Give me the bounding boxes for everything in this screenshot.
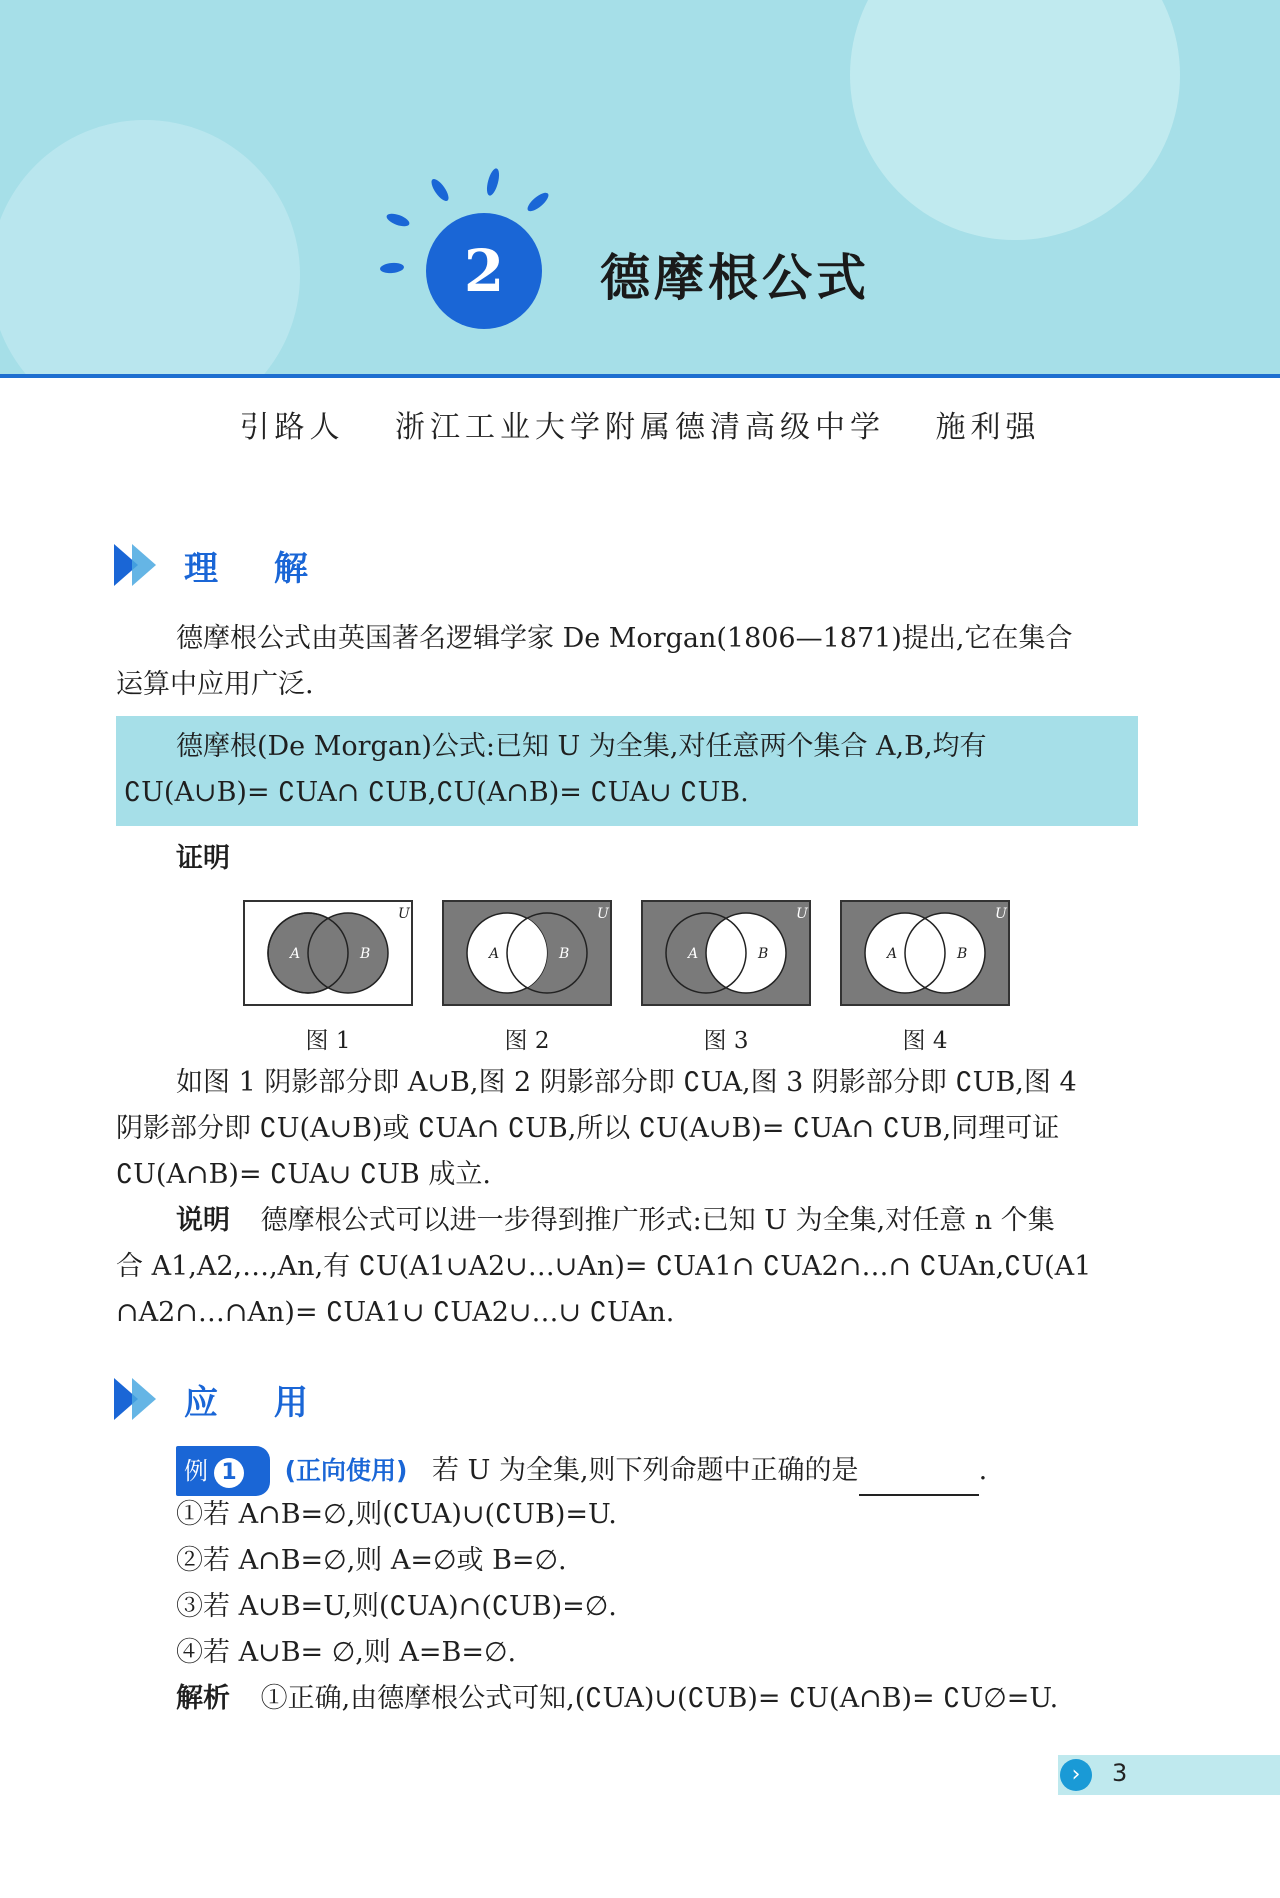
- option-item: ③若 A∪B=U,则(∁UA)∩(∁UB)=∅.: [176, 1591, 617, 1622]
- example-header: [176, 1446, 1138, 1496]
- chapter-title: 德摩根公式: [600, 249, 870, 307]
- note-line: 合 A1,A2,…,An,有 ∁U(A1∪A2∪…∪An)= ∁UA1∩ ∁UA2∩…∩ ∁UAn,∁U(A1: [116, 1251, 1092, 1282]
- figure-caption: 图 4: [902, 1028, 948, 1054]
- example-number: 1: [214, 1458, 244, 1488]
- chapter-number: 2: [426, 213, 542, 329]
- option-item: ②若 A∩B=∅,则 A=∅或 B=∅.: [176, 1545, 567, 1576]
- venn-figure-3: [641, 900, 811, 1006]
- venn-label-u: U: [995, 906, 1007, 922]
- theorem-line: 德摩根(De Morgan)公式:已知 U 为全集,对任意两个集合 A,B,均有: [176, 731, 987, 762]
- venn-label-b: B: [559, 946, 570, 962]
- page-number: 3: [1112, 1759, 1128, 1787]
- note-text: 德摩根公式可以进一步得到推广形式:已知 U 为全集,对任意 n 个集: [260, 1205, 1055, 1236]
- byline-author: 施利强: [935, 410, 1041, 445]
- venn-label-u: U: [597, 906, 609, 922]
- intro-line: 德摩根公式由英国著名逻辑学家 De Morgan(1806—1871)提出,它在集合: [176, 623, 1073, 654]
- example-badge: [176, 1446, 270, 1496]
- venn-figure-2: [442, 900, 612, 1006]
- option-item: ④若 A∪B= ∅,则 A=B=∅.: [176, 1637, 517, 1668]
- venn-label-a: A: [887, 946, 898, 962]
- intro-paragraph: [116, 616, 1138, 662]
- page-number-bar: [1058, 1755, 1280, 1795]
- venn-label-u: U: [398, 906, 410, 922]
- solution-label: 解析: [176, 1683, 230, 1714]
- example-question: 若 U 为全集,则下列命题中正确的是: [432, 1455, 859, 1486]
- solution-line: [176, 1676, 1138, 1722]
- banner-bubble: [850, 0, 1180, 240]
- section-title: 应 用: [184, 1382, 330, 1423]
- proof-line: 如图 1 阴影部分即 A∪B,图 2 阴影部分即 ∁UA,图 3 阴影部分即 ∁UB,图 4: [176, 1067, 1077, 1098]
- venn-label-a: A: [290, 946, 301, 962]
- venn-label-b: B: [957, 946, 968, 962]
- byline: [0, 402, 1280, 446]
- example-subtitle: (正向使用): [284, 1456, 408, 1485]
- theorem-box: [116, 716, 1138, 826]
- venn-label-b: B: [360, 946, 371, 962]
- venn-figure-1: [243, 900, 413, 1006]
- proof-line: 阴影部分即 ∁U(A∪B)或 ∁UA∩ ∁UB,所以 ∁U(A∪B)= ∁UA∩ ∁UB,同理可证: [116, 1113, 1060, 1144]
- section-heading-understand: [112, 542, 330, 588]
- double-chevron-icon: [112, 542, 168, 588]
- venn-label-a: A: [688, 946, 699, 962]
- banner-divider: [0, 374, 1280, 378]
- note-line: [176, 1198, 1138, 1244]
- venn-label-a: A: [489, 946, 500, 962]
- note-line: ∩A2∩…∩An)= ∁UA1∪ ∁UA2∪…∪ ∁UAn.: [116, 1297, 675, 1328]
- banner-bubble: [0, 120, 300, 376]
- theorem-formula: ∁U(A∪B)= ∁UA∩ ∁UB,∁U(A∩B)= ∁UA∪ ∁UB.: [124, 777, 749, 808]
- chapter-banner: [0, 0, 1280, 376]
- proof-line: ∁U(A∩B)= ∁UA∪ ∁UB 成立.: [116, 1159, 491, 1190]
- venn-label-b: B: [758, 946, 769, 962]
- example-end: .: [978, 1455, 988, 1486]
- figure-caption: 图 1: [305, 1028, 351, 1054]
- intro-line: 运算中应用广泛.: [116, 669, 314, 700]
- example-tag-label: 例: [184, 1457, 208, 1485]
- option-item: ①若 A∩B=∅,则(∁UA)∪(∁UB)=U.: [176, 1499, 617, 1530]
- venn-figure-4: [840, 900, 1010, 1006]
- section-heading-apply: [112, 1376, 330, 1422]
- section-title: 理 解: [184, 548, 330, 589]
- solution-text: ①正确,由德摩根公式可知,(∁UA)∪(∁UB)= ∁U(A∩B)= ∁U∅=U.: [260, 1683, 1059, 1714]
- byline-school: 浙江工业大学附属德清高级中学: [395, 410, 885, 445]
- note-label: 说明: [176, 1205, 230, 1236]
- figure-caption: 图 2: [504, 1028, 550, 1054]
- byline-role: 引路人: [239, 410, 345, 445]
- figure-caption: 图 3: [703, 1028, 749, 1054]
- venn-label-u: U: [796, 906, 808, 922]
- chevron-right-icon: ›: [1060, 1759, 1092, 1791]
- double-chevron-icon: [112, 1376, 168, 1422]
- proof-label: 证明: [176, 843, 230, 874]
